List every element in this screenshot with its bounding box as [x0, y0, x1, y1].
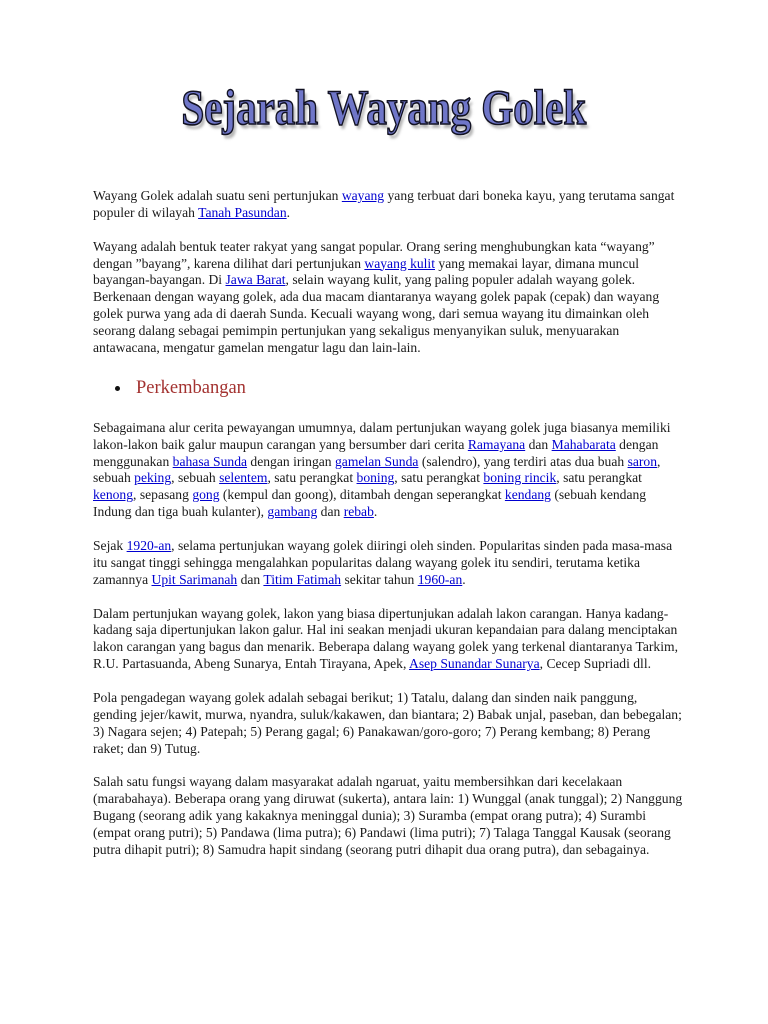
text-run: Wayang Golek adalah suatu seni pertunjukan [93, 188, 342, 203]
bullet-icon [115, 386, 120, 391]
link-mahabarata[interactable]: Mahabarata [551, 436, 616, 452]
text-run: , selain wayang kulit, yang paling populer adalah wayang golek. Berkenaan dengan wayang golek, ada dua macam diantaranya wayang golek papak (cepak) dan wayang golek purwa yang ada di daerah Sunda. Kecuali wayang wong, dari semua wayang itu dimainkan oleh seorang dalang sebagai pemimpin pertunjukan yang sekaligus menyanyikan suluk, menyuarakan antawacana, mengatur gamelan mengatur lagu dan lain-lain. [93, 272, 660, 356]
text-run: dan [317, 504, 344, 520]
link-bahasa-sunda[interactable]: bahasa Sunda [172, 453, 248, 469]
link-wayang-kulit[interactable]: wayang kulit [364, 255, 435, 271]
title-container [0, 78, 768, 136]
text-run: , sebuah [93, 453, 661, 486]
text-run: (sebuah kendang Indung dan tiga buah kulanter), [93, 487, 647, 520]
paragraph-lakon [93, 420, 683, 521]
section-heading: Perkembangan [136, 378, 246, 399]
page-title: Sejarah Wayang Golek [181, 79, 587, 135]
paragraph-sinden [93, 538, 683, 589]
link-jawa-barat[interactable]: Jawa Barat [225, 272, 286, 288]
text-run: , sebuah [171, 470, 220, 486]
link-kenong[interactable]: kenong [93, 487, 134, 503]
text-run: dengan iringan [247, 453, 335, 469]
link-selentem[interactable]: selentem [219, 470, 268, 486]
text-run: dengan menggunakan [93, 436, 659, 469]
text-run: yang terbuat dari boneka kayu, yang terutama sangat populer di wilayah [93, 188, 675, 220]
text-run: , Cecep Supriadi dll. [539, 656, 652, 672]
section-heading-row [93, 374, 683, 404]
link-ramayana[interactable]: Ramayana [467, 436, 526, 452]
paragraph-intro [93, 188, 683, 222]
text-run: dan [525, 436, 552, 452]
text-run: dan [237, 571, 264, 587]
link-gong[interactable]: gong [192, 487, 220, 503]
text-run: Sejak [93, 537, 127, 553]
link-kendang[interactable]: kendang [504, 487, 551, 503]
text-run: (salendro), yang terdiri atas dua buah [418, 453, 628, 469]
text-run: (kempul dan goong), ditambah dengan seperangkat [219, 487, 505, 503]
link-peking[interactable]: peking [134, 470, 172, 486]
text-run: . [286, 204, 291, 220]
text-run: , satu perangkat [394, 470, 484, 486]
link-boning-rincik[interactable]: boning rincik [483, 470, 557, 486]
link-saron[interactable]: saron [627, 453, 658, 469]
article-body [93, 188, 683, 876]
link-asep-sunandar-sunarya[interactable]: Asep Sunandar Sunarya [409, 656, 540, 672]
link-gambang[interactable]: gambang [267, 504, 318, 520]
text-run: Sebagaimana alur cerita pewayangan umumnya, dalam pertunjukan wayang golek juga biasanya memiliki lakon-lakon baik galur maupun carangan yang bersumber dari cerita [93, 419, 671, 452]
link-wayang[interactable]: wayang [341, 188, 385, 203]
text-run: , satu perangkat [556, 470, 642, 486]
link-boning[interactable]: boning [356, 470, 395, 486]
text-run: , satu perangkat [267, 470, 357, 486]
link-upit-sarimanah[interactable]: Upit Sarimanah [151, 571, 238, 587]
text-run: . [462, 571, 466, 587]
link-rebab[interactable]: rebab [343, 504, 374, 520]
text-run: , sepasang [133, 487, 193, 503]
paragraph-pengadegan: Pola pengadegan wayang golek adalah sebagai berikut; 1) Tatalu, dalang dan sinden naik panggung, gending jejer/kawit, murwa, nyandra, suluk/kakawen, dan biantara; 2) Babak unjal, paseban, dan bebegalan; 3) Nagara sejen; 4) Patepah; 5) Perang gagal; 6) Panakawan/goro-goro; 7) Perang kembang; 8) Perang raket; dan 9) Tutug. [93, 689, 682, 756]
link-1920-an[interactable]: 1920-an [126, 537, 172, 553]
paragraph-dalang [93, 606, 683, 674]
link-gamelan-sunda[interactable]: gamelan Sunda [335, 453, 419, 469]
text-run: . [373, 504, 378, 520]
link-1960-an[interactable]: 1960-an [417, 571, 463, 587]
text-run: Dalam pertunjukan wayang golek, lakon yang biasa dipertunjukan adalah lakon carangan. Hanya kadang-kadang saja dipertunjukan lakon galur. Hal ini seakan menjadi ukuran kepandaian para dalang menciptakan lakon carangan yang bagus dan menarik. Beberapa dalang wayang golek yang terkenal diantaranya Tarkim, R.U. Partasuanda, Abeng Sunarya, Entah Tirayana, Apek, [93, 605, 678, 672]
text-run: Wayang adalah bentuk teater rakyat yang sangat popular. Orang sering menghubungkan kata “wayang” dengan ”bayang”, karena dilihat dari pertunjukan [93, 238, 655, 271]
text-run: yang memakai layar, dimana muncul bayangan-bayangan. Di [93, 255, 640, 288]
paragraph-definition [93, 239, 683, 357]
link-titim-fatimah[interactable]: Titim Fatimah [263, 571, 342, 587]
text-run: , selama pertunjukan wayang golek diiringi oleh sinden. Popularitas sinden pada masa-masa itu sangat tinggi sehingga mengalahkan popularitas dalang wayang golek itu sendiri, terutama ketika zamannya [93, 537, 673, 587]
link-tanah-pasundan[interactable]: Tanah Pasundan [198, 204, 287, 220]
paragraph-ngaruat: Salah satu fungsi wayang dalam masyarakat adalah ngaruat, yaitu membersihkan dari kecelakaan (marabahaya). Beberapa orang yang diruwat (sukerta), antara lain: 1) Wunggal (anak tunggal); 2) Nanggung Bugang (seorang adik yang kakaknya meninggal dunia); 3) Suramba (empat orang putra); 4) Surambi (empat orang putri); 5) Pandawa (lima putra); 6) Pandawi (lima putri); 7) Talaga Tanggal Kausak (seorang putra dihapit putri); 8) Samudra hapit sindang (seorang putri dihapit dua orang putra), dan sebagainya. [93, 774, 683, 857]
text-run: sekitar tahun [341, 571, 418, 587]
